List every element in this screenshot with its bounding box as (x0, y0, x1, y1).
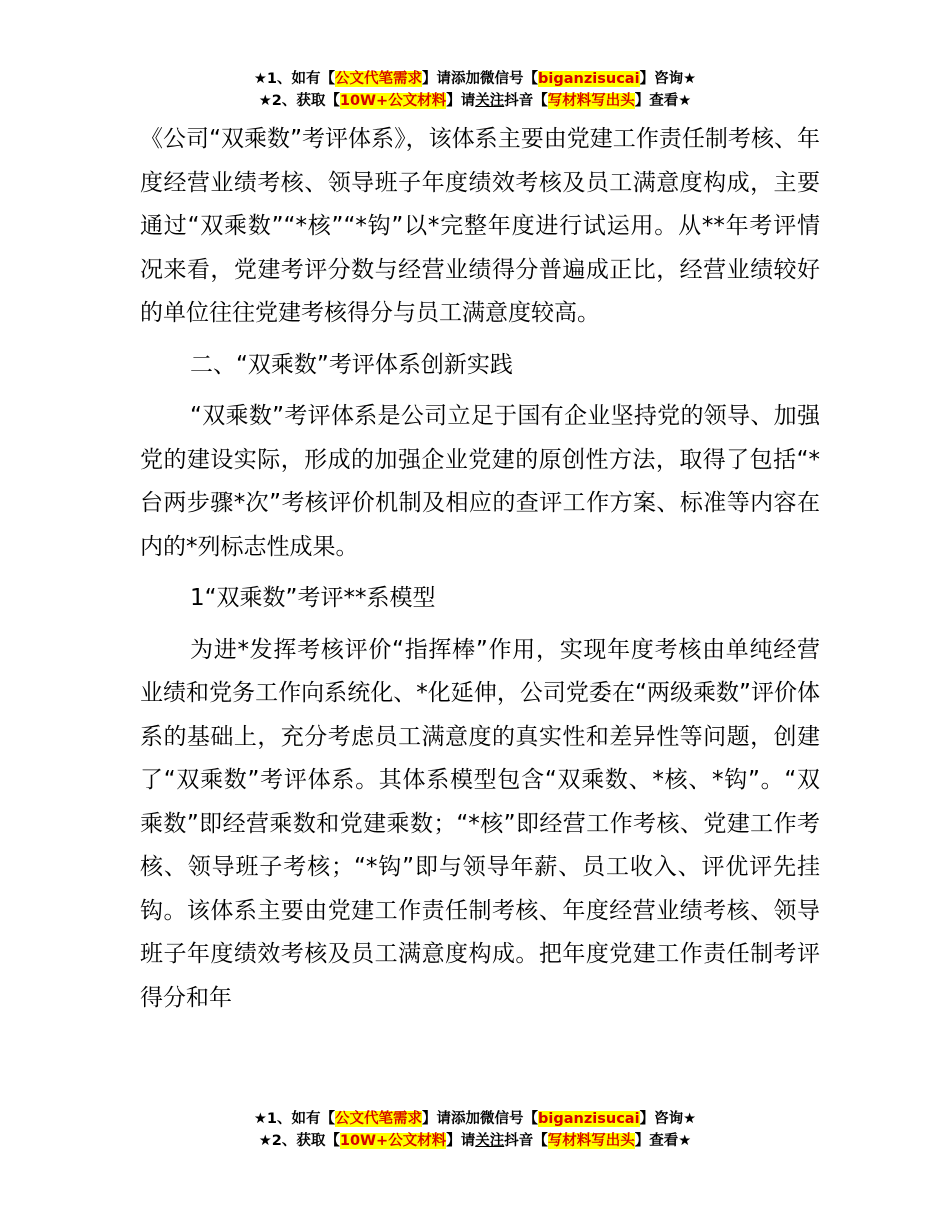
section-heading-2: 二、“双乘数”考评体系创新实践 (190, 351, 513, 378)
header-banner (0, 68, 950, 112)
subsection-heading-1: 1“双乘数”考评**系模型 (190, 585, 436, 611)
footer-1-highlight-wechat: biganzisucai (538, 1111, 640, 1127)
banner-1-highlight-wechat: biganzisucai (538, 71, 640, 87)
banner-line-1 (0, 68, 950, 90)
banner-line-2 (0, 90, 950, 112)
footer-1-prefix: ★1、如有【 (253, 1111, 336, 1127)
document-body (140, 118, 820, 1020)
footer-2-middle-post: 抖音【 (504, 1133, 548, 1149)
footer-2-suffix: 】查看★ (634, 1133, 692, 1149)
banner-1-middle: 】请添加微信号【 (422, 71, 539, 87)
paragraph-2: “双乘数”考评体系是公司立足于国有企业坚持党的领导、加强党的建设实际，形成的加强企业党建的原创性方法，取得了包括“*台两步骤*次”考核评价机制及相应的查评工作方案、标准等内容在内的*列标志性成果。 (140, 403, 820, 560)
footer-1-middle: 】请添加微信号【 (422, 1111, 539, 1127)
banner-2-middle-post: 抖音【 (504, 93, 548, 109)
banner-1-highlight-service: 公文代笔需求 (335, 71, 423, 87)
banner-2-highlight-materials: 10W+公文材料 (339, 93, 447, 109)
banner-1-suffix: 】咨询★ (639, 71, 697, 87)
footer-2-highlight-douyin: 写材料写出头 (547, 1133, 635, 1149)
banner-2-underlined: 关注 (475, 93, 505, 109)
footer-line-2 (0, 1130, 950, 1152)
footer-2-prefix: ★2、获取【 (258, 1133, 340, 1149)
footer-2-highlight-materials: 10W+公文材料 (339, 1133, 447, 1149)
banner-2-suffix: 】查看★ (634, 93, 692, 109)
banner-2-highlight-douyin: 写材料写出头 (547, 93, 635, 109)
footer-banner (0, 1108, 950, 1152)
paragraph-1: 《公司“双乘数”考评体系》，该体系主要由党建工作责任制考核、年度经营业绩考核、领导班子年度绩效考核及员工满意度构成，主要通过“双乘数”“*核”“*钩”以*完整年度进行试运用。从**年考评情况来看，党建考评分数与经营业绩得分普遍成正比，经营业绩较好的单位往往党建考核得分与员工满意度较高。 (140, 126, 820, 326)
banner-2-middle-pre: 】请 (446, 93, 476, 109)
footer-1-suffix: 】咨询★ (639, 1111, 697, 1127)
banner-1-prefix: ★1、如有【 (253, 71, 336, 87)
footer-2-underlined: 关注 (475, 1133, 505, 1149)
banner-2-prefix: ★2、获取【 (258, 93, 340, 109)
footer-2-middle-pre: 】请 (446, 1133, 476, 1149)
paragraph-3: 为进*发挥考核评价“指挥棒”作用，实现年度考核由单纯经营业绩和党务工作向系统化、*化延伸，公司党委在“两级乘数”评价体系的基础上，充分考虑员工满意度的真实性和差异性等问题，创建了“双乘数”考评体系。其体系模型包含“双乘数、*核、*钩”。“双乘数”即经营乘数和党建乘数；“*核”即经营工作考核、党建工作考核、领导班子考核；“*钩”即与领导年薪、员工收入、评优评先挂钩。该体系主要由党建工作责任制考核、年度经营业绩考核、领导班子年度绩效考核及员工满意度构成。把年度党建工作责任制考评得分和年 (140, 636, 820, 1011)
footer-line-1 (0, 1108, 950, 1130)
footer-1-highlight-service: 公文代笔需求 (335, 1111, 423, 1127)
